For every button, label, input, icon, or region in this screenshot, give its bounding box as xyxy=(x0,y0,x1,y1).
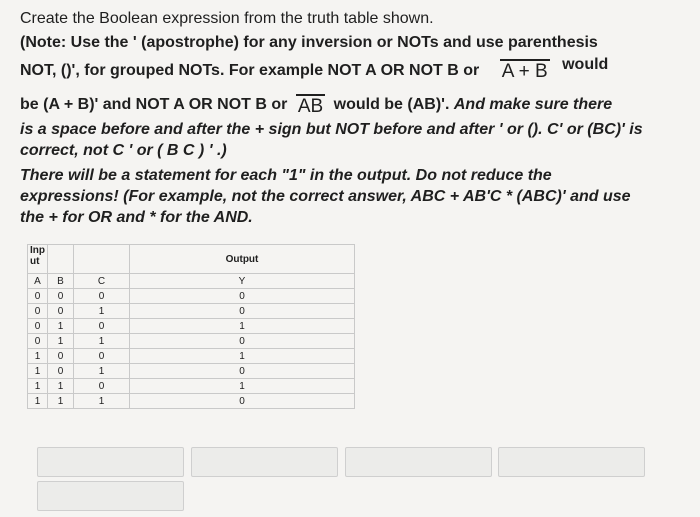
table-row xyxy=(28,304,355,319)
cell-b: 1 xyxy=(48,394,74,409)
cell-c: 0 xyxy=(74,319,130,334)
truth-table xyxy=(27,244,355,409)
cell-c: 1 xyxy=(74,334,130,349)
cell-b: 0 xyxy=(48,304,74,319)
table-row xyxy=(28,289,355,304)
table-row xyxy=(28,364,355,379)
question-line-1: Create the Boolean expression from the truth table shown. xyxy=(20,10,434,27)
example-text-3: be (A + B)' and NOT A OR NOT B or xyxy=(20,96,288,113)
cell-y: 0 xyxy=(130,394,355,409)
column-label-y: Y xyxy=(130,274,355,289)
example-text-1: NOT, ()', for grouped NOTs. For example NOT A OR NOT B or xyxy=(20,62,480,79)
answer-input-3[interactable] xyxy=(345,447,492,477)
table-row xyxy=(28,394,355,409)
example-text-5: And make sure there xyxy=(453,96,613,113)
cell-y: 0 xyxy=(130,289,355,304)
answer-input-4[interactable] xyxy=(498,447,645,477)
column-label-c: C xyxy=(74,274,130,289)
column-label-row xyxy=(28,274,355,289)
cell-b: 1 xyxy=(48,319,74,334)
question-line-4 xyxy=(20,93,690,115)
cell-y: 1 xyxy=(130,319,355,334)
cell-a: 1 xyxy=(28,379,48,394)
cell-y: 0 xyxy=(130,364,355,379)
table-row xyxy=(28,349,355,364)
cell-c: 0 xyxy=(74,379,130,394)
table-row xyxy=(28,319,355,334)
input-header: Inp ut xyxy=(28,245,48,274)
cell-y: 1 xyxy=(130,349,355,364)
cell-b: 0 xyxy=(48,349,74,364)
cell-a: 0 xyxy=(28,304,48,319)
overlined-expression-a-plus-b: A + B xyxy=(501,61,548,82)
header-spacer-b xyxy=(48,245,74,274)
question-line-8: expressions! (For example, not the correct answer, ABC + AB'C * (ABC)' and use xyxy=(20,188,631,205)
cell-c: 1 xyxy=(74,364,130,379)
cell-y: 0 xyxy=(130,334,355,349)
cell-c: 0 xyxy=(74,289,130,304)
cell-y: 1 xyxy=(130,379,355,394)
cell-a: 1 xyxy=(28,394,48,409)
header-spacer-c xyxy=(74,245,130,274)
answer-input-5[interactable] xyxy=(37,481,184,511)
column-label-b: B xyxy=(48,274,74,289)
example-text-4: would be (AB)'. xyxy=(333,96,450,113)
question-line-7: There will be a statement for each "1" in the output. Do not reduce the xyxy=(20,167,552,184)
overlined-expression-ab: AB xyxy=(297,96,324,117)
cell-b: 1 xyxy=(48,379,74,394)
cell-a: 1 xyxy=(28,364,48,379)
question-line-5: is a space before and after the + sign but NOT before and after ' or (). C' or (BC)' is xyxy=(20,121,643,138)
table-header-row xyxy=(28,245,355,274)
answer-input-1[interactable] xyxy=(37,447,184,477)
output-header: Output xyxy=(130,245,355,274)
cell-a: 0 xyxy=(28,289,48,304)
question-line-2: (Note: Use the ' (apostrophe) for any inversion or NOTs and use parenthesis xyxy=(20,34,598,51)
cell-a: 0 xyxy=(28,334,48,349)
cell-a: 1 xyxy=(28,349,48,364)
cell-c: 1 xyxy=(74,394,130,409)
cell-b: 0 xyxy=(48,364,74,379)
table-row xyxy=(28,379,355,394)
column-label-a: A xyxy=(28,274,48,289)
cell-y: 0 xyxy=(130,304,355,319)
answer-input-2[interactable] xyxy=(191,447,338,477)
cell-c: 1 xyxy=(74,304,130,319)
example-text-2: would xyxy=(562,56,609,73)
question-text xyxy=(20,6,690,228)
cell-a: 0 xyxy=(28,319,48,334)
cell-b: 0 xyxy=(48,289,74,304)
cell-b: 1 xyxy=(48,334,74,349)
question-line-3 xyxy=(20,56,690,83)
table-row xyxy=(28,334,355,349)
question-line-6: correct, not C ' or ( B C ) ' .) xyxy=(20,142,227,159)
question-line-9: the + for OR and * for the AND. xyxy=(20,209,253,226)
cell-c: 0 xyxy=(74,349,130,364)
